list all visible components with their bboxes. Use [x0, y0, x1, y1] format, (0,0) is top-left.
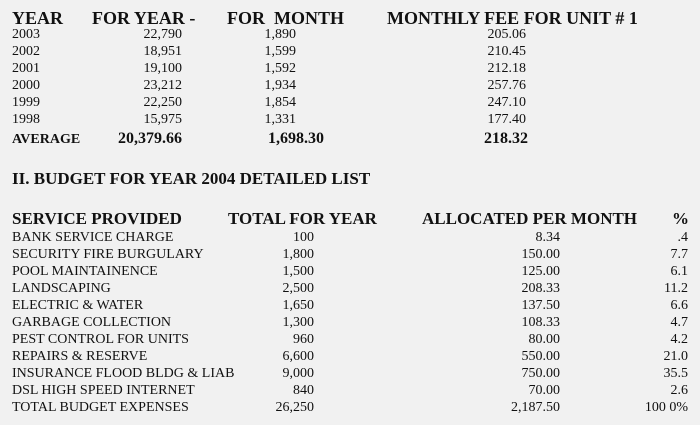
header-total-for-year: TOTAL FOR YEAR	[228, 209, 377, 228]
percent-cell: 4.7	[670, 315, 688, 330]
per-month-cell: 750.00	[521, 366, 560, 381]
percent-cell: 21.0	[663, 349, 688, 364]
for-month-cell: 1,854	[264, 95, 296, 110]
for-month-cell: 1,599	[264, 44, 296, 59]
for-year-cell: 22,250	[143, 95, 182, 110]
percent-cell: 2.6	[670, 383, 688, 398]
per-month-cell: 150.00	[521, 247, 560, 262]
average-for-year: 20,379.66	[118, 130, 182, 147]
total-year-cell: 840	[293, 383, 314, 398]
year-cell: 1998	[12, 112, 40, 127]
year-cell: 1999	[12, 95, 40, 110]
percent-cell: 11.2	[664, 281, 688, 296]
for-month-cell: 1,934	[264, 78, 296, 93]
for-month-cell: 1,331	[264, 112, 296, 127]
monthly-fee-cell: 247.10	[487, 95, 526, 110]
for-month-cell: 1,592	[264, 61, 296, 76]
monthly-fee-cell: 205.06	[487, 27, 526, 42]
header-for-month: FOR MONTH	[227, 8, 344, 28]
average-label: AVERAGE	[12, 132, 81, 147]
service-cell: DSL HIGH SPEED INTERNET	[12, 383, 195, 398]
header-for-year: FOR YEAR -	[92, 8, 196, 28]
for-year-cell: 23,212	[143, 78, 182, 93]
service-cell: ELECTRIC & WATER	[12, 298, 144, 313]
service-cell: POOL MAINTAINENCE	[12, 264, 158, 279]
total-year-cell: 100	[293, 230, 314, 245]
monthly-fee-cell: 177.40	[487, 112, 526, 127]
per-month-cell: 108.33	[521, 315, 560, 330]
percent-cell: 100 0%	[644, 400, 688, 415]
percent-cell: .4	[677, 230, 688, 245]
service-cell: SECURITY FIRE BURGULARY	[12, 247, 204, 262]
per-month-cell: 125.00	[521, 264, 560, 279]
header-year: YEAR	[12, 8, 64, 28]
service-cell: GARBAGE COLLECTION	[12, 315, 172, 330]
header-percent: %	[672, 209, 689, 228]
service-cell: BANK SERVICE CHARGE	[12, 230, 174, 245]
header-allocated-per-month: ALLOCATED PER MONTH	[422, 209, 638, 228]
total-year-cell: 1,300	[282, 315, 314, 330]
for-year-cell: 18,951	[143, 44, 182, 59]
year-cell: 2002	[12, 44, 40, 59]
for-month-cell: 1,890	[264, 27, 296, 42]
service-cell: REPAIRS & RESERVE	[12, 349, 148, 364]
for-year-cell: 19,100	[143, 61, 182, 76]
for-year-cell: 22,790	[143, 27, 182, 42]
total-year-cell: 26,250	[275, 400, 314, 415]
average-monthly-fee: 218.32	[484, 130, 528, 147]
monthly-fee-cell: 210.45	[487, 44, 526, 59]
total-year-cell: 2,500	[282, 281, 314, 296]
per-month-cell: 8.34	[535, 230, 560, 245]
percent-cell: 7.7	[670, 247, 688, 262]
service-cell: LANDSCAPING	[12, 281, 111, 296]
per-month-cell: 137.50	[521, 298, 560, 313]
percent-cell: 6.6	[670, 298, 688, 313]
service-cell: TOTAL BUDGET EXPENSES	[12, 400, 189, 415]
header-service-provided: SERVICE PROVIDED	[12, 209, 182, 228]
total-year-cell: 1,800	[282, 247, 314, 262]
monthly-fee-cell: 257.76	[487, 78, 526, 93]
per-month-cell: 70.00	[528, 383, 560, 398]
total-year-cell: 9,000	[282, 366, 314, 381]
per-month-cell: 208.33	[521, 281, 560, 296]
total-year-cell: 1,500	[282, 264, 314, 279]
header-monthly-fee: MONTHLY FEE FOR UNIT # 1	[387, 8, 638, 28]
per-month-cell: 80.00	[528, 332, 560, 347]
per-month-cell: 2,187.50	[511, 400, 560, 415]
total-year-cell: 6,600	[282, 349, 314, 364]
percent-cell: 35.5	[663, 366, 688, 381]
service-cell: INSURANCE FLOOD BLDG & LIAB	[12, 366, 235, 381]
average-for-month: 1,698.30	[268, 130, 324, 147]
year-cell: 2001	[12, 61, 40, 76]
for-year-cell: 15,975	[143, 112, 182, 127]
per-month-cell: 550.00	[521, 349, 560, 364]
service-cell: PEST CONTROL FOR UNITS	[12, 332, 189, 347]
total-year-cell: 1,650	[282, 298, 314, 313]
budget-section-title: II. BUDGET FOR YEAR 2004 DETAILED LIST	[12, 169, 371, 188]
total-year-cell: 960	[293, 332, 314, 347]
year-cell: 2003	[12, 27, 40, 42]
percent-cell: 4.2	[670, 332, 688, 347]
year-cell: 2000	[12, 78, 40, 93]
monthly-fee-cell: 212.18	[487, 61, 526, 76]
percent-cell: 6.1	[670, 264, 688, 279]
